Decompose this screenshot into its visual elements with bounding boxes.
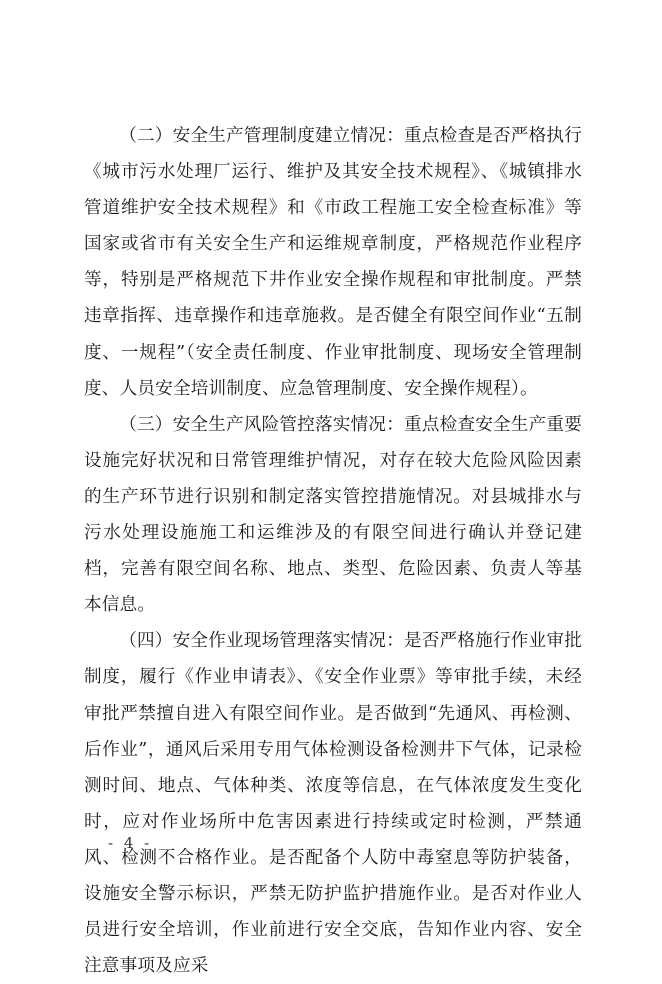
paragraph-site-management: （四）安全作业现场管理落实情况：是否严格施行作业审批制度，履行《作业申请表》、《安全作业票》等审批手续，未经审批严禁擅自进入有限空间作业。是否做到“先通风、再检测、后作业”，通风后采用专用气体检测设备检测井下气体，记录检测时间、地点、气体种类、浓度等信息，在气体浓度发生变化时，应对作业场所中危害因素进行持续或定时检测，严禁通风、检测不合格作业。是否配备个人防中毒窒息等防护装备，设施安全警示标识，严禁无防护监护措施作业。是否对作业人员进行安全培训，作业前进行安全交底，告知作业内容、安全注意事项及应采 xyxy=(84,631,582,977)
page-number: - 4 - xyxy=(108,834,153,852)
paragraph-safety-management-system: （二）安全生产管理制度建立情况：重点检查是否严格执行《城市污水处理厂运行、维护及其安全技术规程》、《城镇排水管道维护安全技术规程》和《市政工程施工安全检查标准》等国家或省市有关安全生产和运维规章制度，严格规范作业程序等，特别是严格规范下井作业安全操作规程和审批制度。严禁违章指挥、违章操作和违章施救。是否健全有限空间作业“五制度、一规程”（安全责任制度、作业审批制度、现场安全管理制度、人员安全培训制度、应急管理制度、安全操作规程）。 xyxy=(84,126,582,399)
paragraph-risk-control: （三）安全生产风险管控落实情况：重点检查安全生产重要设施完好状况和日常管理维护情况，对存在较大危险风险因素的生产环节进行识别和制定落实管控措施情况。对县城排水与污水处理设施施工和运维涉及的有限空间进行确认并登记建档，完善有限空间名称、地点、类型、危险因素、负责人等基本信息。 xyxy=(84,414,582,616)
document-body xyxy=(84,118,582,984)
